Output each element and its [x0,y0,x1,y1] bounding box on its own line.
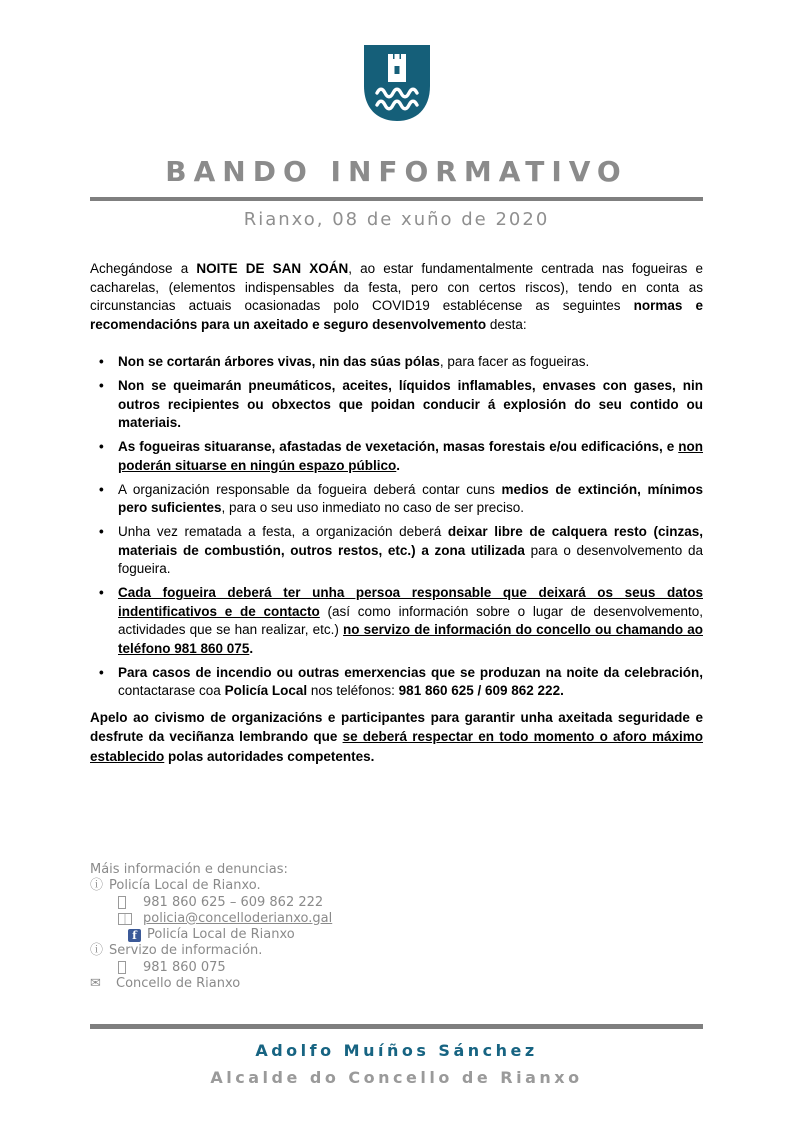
text-run: para o desenvolvemento da fogueira. [118,542,703,576]
text-run: polas autoridades competentes. [164,748,375,764]
bullet-item [90,353,703,372]
text-run: Non se cortarán árbores vivas, nin das súas pólas [118,354,440,369]
text-run: no servizo de información do concello ou chamando ao teléfono 981 860 075 [118,622,703,656]
email-link[interactable]: policia@concelloderianxo.gal [143,910,333,926]
info-icon: ⓘ [90,878,104,894]
text-run: Policía Local [224,683,308,698]
text-run: normas e recomendacións para un axeitado e seguro desenvolvemento [90,298,703,332]
intro-paragraph [90,260,703,334]
text-run: Non se queimarán pneumáticos, aceites, líquidos inflamables, envases con gases, nin outros recipientes ou obxectos que poidan conducir á explosión do seu contido ou materiais. [118,378,703,430]
text-run: . [396,457,401,473]
bullet-dot: • [99,439,104,454]
phone-numbers: 981 860 075 [143,959,226,975]
facebook-icon: f [128,929,147,942]
bullet-item [90,481,703,518]
bullet-item [90,438,703,475]
phone-missing-glyph-icon [118,896,143,909]
bullet-item [90,664,703,701]
bullet-dot: • [99,378,104,393]
bullet-text [118,664,703,701]
contact-line [90,943,703,959]
text-run: Cada fogueira deberá ter unha persoa responsable que deixará os seus datos indentificativos e de contacto [118,585,703,619]
phone-missing-glyph-icon [118,961,143,974]
phone-numbers: 981 860 625 – 609 862 222 [143,894,324,910]
contact-line [90,976,703,992]
page-title: BANDO INFORMATIVO [165,155,628,188]
contact-label: Servizo de información. [109,943,263,959]
email-missing-glyph-icon [118,913,143,925]
text-run: A organización responsable da fogueira deberá contar cuns [118,481,502,497]
contact-info [90,862,703,992]
text-run: Apelo ao civismo de organizacións e participantes para garantir unha axeitada seguridade e desfrute da veciñanza lembrando que [90,709,703,744]
contact-line [90,895,703,911]
signature-divider [90,1024,703,1029]
text-run: NOITE DE SAN XOÁN [196,261,349,276]
bullet-item [90,523,703,579]
bullet-dot: • [99,585,104,600]
bullet-dot: • [99,664,104,680]
signature-name: Adolfo Muíños Sánchez [255,1041,538,1061]
text-run: se deberá respectar en todo momento o aforo máximo establecido [90,729,703,764]
closing-paragraph [90,708,703,767]
contact-line [90,927,703,943]
text-run: medios de extinción, mínimos pero suficientes [118,481,703,515]
bullet-text [118,584,703,658]
text-run: 981 860 625 / 609 862 222. [398,683,564,698]
text-run: desta: [486,316,527,332]
title-divider [90,197,703,201]
text-run: (así como información sobre o lugar de desenvolvemento, actividades que se han realizar, etc.) [118,603,703,637]
bullet-item [90,377,703,433]
text-run: . [249,640,254,656]
contact-label: Concello de Rianxo [116,976,241,992]
text-run: Unha vez rematada a festa, a organización deberá [118,524,448,539]
signature-role: Alcalde do Concello de Rianxo [210,1068,583,1088]
castle-window [394,66,399,74]
text-run: nos teléfonos: [307,683,399,698]
facebook-page-name: Policía Local de Rianxo [147,927,295,943]
logo-container [0,0,793,121]
text-run: , para o seu uso inmediato no caso de ser preciso. [221,500,524,515]
contact-line [90,878,703,894]
text-run: As fogueiras situaranse, afastadas de vexetación, masas forestais e/ou edificacións, e [118,439,679,454]
contact-line [90,911,703,927]
bullet-item [90,584,703,658]
envelope-icon: ✉ [90,976,101,992]
bullet-text [118,377,703,433]
info-icon: ⓘ [90,943,104,959]
bullet-dot: • [99,524,104,539]
bullet-dot: • [99,354,104,369]
municipal-crest-icon [364,45,430,121]
bullet-text [118,523,703,579]
text-run: deixar libre de calquera resto (cinzas, materiais de combustión, outros restos, etc.) a zona utilizada [118,524,703,558]
bullet-text [118,481,703,518]
text-run: Para casos de incendio ou outras emerxencias que se produzan na noite da celebración, [118,664,703,680]
rules-list [90,353,703,701]
text-run: Achegándose a [90,261,197,276]
text-run: non poderán situarse en ningún espazo público [118,439,703,473]
text-run: , ao estar fundamentalmente centrada nas fogueiras e cacharelas, (elementos indispensables da festa, pero con certos riscos), tendo en conta as circunstancias actuais ocasionadas polo COVID19 establécense as seguintes [90,261,703,313]
bullet-dot: • [99,481,104,497]
contact-label: Policía Local de Rianxo. [109,878,261,894]
contact-heading: Máis información e denuncias: [90,862,288,877]
bullet-text [118,353,703,372]
text-run: , para facer as fogueiras. [439,354,590,369]
contact-line [90,960,703,976]
document-date: Rianxo, 08 de xuño de 2020 [243,209,550,230]
bullet-text [118,438,703,475]
text-run: contactarase coa [118,683,225,698]
